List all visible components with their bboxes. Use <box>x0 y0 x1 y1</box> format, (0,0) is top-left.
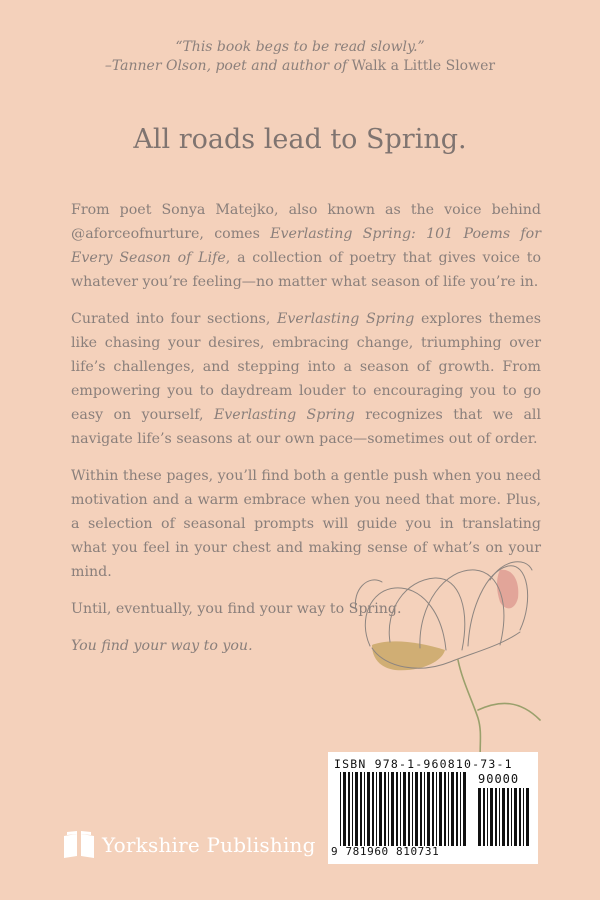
headline: All roads lead to Spring. <box>133 124 467 155</box>
petal-outline <box>389 578 464 650</box>
barcode-bar <box>391 772 394 846</box>
barcode-bar <box>514 788 517 846</box>
barcode-bar <box>463 772 466 846</box>
barcode-bar <box>478 788 481 846</box>
barcode-bar <box>519 788 521 846</box>
barcode-bar <box>495 788 497 846</box>
price-code: 90000 <box>478 772 520 786</box>
barcode-bar <box>360 772 362 846</box>
quote-line: “This book begs to be read slowly.” <box>175 39 425 55</box>
barcode-bar <box>436 772 437 846</box>
barcode-bar <box>396 772 398 846</box>
attribution-book-title: Walk a Little Slower <box>351 58 496 74</box>
barcode-bar <box>403 772 406 846</box>
barcode-bar <box>400 772 401 846</box>
paragraph-within: Within these pages, you’ll find both a gentle push when you need motivation and a warm embrace when you need that more. Plus, a selection of seasonal prompts will guide you in translating what you feel in your chest and making sense of what’s on your mind. <box>71 468 542 580</box>
barcode-bar <box>456 772 458 846</box>
ean-digits: 9 781960 810731 <box>331 845 440 858</box>
addon-bars <box>478 788 530 846</box>
paragraph-intro: From poet Sonya Matejko, also known as the voice behind @aforceofnurture, comes Everlasting Spring: 101 Poems for Every Season of Life, a collection of poetry that gives voice to whatever you’re feeling—no matter what season of life you’re in. <box>71 202 541 290</box>
barcode-bar <box>439 772 442 846</box>
barcode-bar <box>487 788 488 846</box>
isbn-barcode <box>328 752 538 864</box>
barcode-bar <box>507 788 509 846</box>
flower-gold-wash <box>372 641 445 670</box>
barcode-bar <box>432 772 434 846</box>
barcode-bar <box>448 772 449 846</box>
barcode-bar <box>412 772 413 846</box>
barcode-bar <box>502 788 505 846</box>
barcode-bar <box>523 788 524 846</box>
barcode-bar <box>444 772 446 846</box>
open-book-icon <box>62 830 96 860</box>
barcode-bar <box>376 772 377 846</box>
barcode-bar <box>364 772 365 846</box>
publisher-logo <box>62 826 316 864</box>
barcode-bar <box>355 772 358 846</box>
barcode-bar <box>460 772 461 846</box>
barcode-bar <box>340 772 341 846</box>
barcode-bar <box>511 788 512 846</box>
book-title-full: Everlasting Spring: 101 Poems for Every Season of Life <box>71 226 541 266</box>
petal-outline <box>365 588 446 650</box>
quote-attribution <box>0 57 600 76</box>
barcode-bar <box>352 772 353 846</box>
barcode-bar <box>379 772 382 846</box>
barcode-bar <box>415 772 418 846</box>
barcode-bar <box>384 772 386 846</box>
ean-bars <box>340 772 470 846</box>
paragraph-closing: You find your way to you. <box>71 638 253 654</box>
barcode-bar <box>343 772 346 846</box>
isbn-number: ISBN 978-1-960810-73-1 <box>334 757 513 771</box>
barcode-bar <box>372 772 374 846</box>
barcode-bar <box>483 788 485 846</box>
barcode-bar <box>451 772 454 846</box>
barcode-bar <box>420 772 422 846</box>
flower-pink-petal <box>497 570 518 609</box>
flower-leaf <box>478 703 540 720</box>
paragraph-until: Until, eventually, you find your way to Spring. <box>71 601 402 617</box>
endorsement-quote <box>0 38 600 76</box>
barcode-bar <box>388 772 389 846</box>
barcode-bar <box>499 788 500 846</box>
barcode-bar <box>348 772 350 846</box>
book-title-short: Everlasting Spring <box>277 311 415 327</box>
barcode-bar <box>367 772 370 846</box>
barcode-bar <box>408 772 410 846</box>
barcode-bar <box>490 788 493 846</box>
barcode-bar <box>424 772 425 846</box>
barcode-bar <box>526 788 529 846</box>
paragraph-sections: Curated into four sections, Everlasting Spring explores themes like chasing your desires, embracing change, triumphing over life’s challenges, and stepping into a season of growth. From empowering you to daydream louder to encouraging you to go easy on yourself, Everlasting Spring recognizes that we all navigate life’s seasons at our own pace—sometimes out of order. <box>71 311 542 447</box>
barcode-bar <box>427 772 430 846</box>
publisher-name: Yorkshire Publishing <box>102 833 316 857</box>
attribution-author: –Tanner Olson, poet and author of <box>104 58 348 74</box>
book-title-short: Everlasting Spring <box>213 407 355 423</box>
